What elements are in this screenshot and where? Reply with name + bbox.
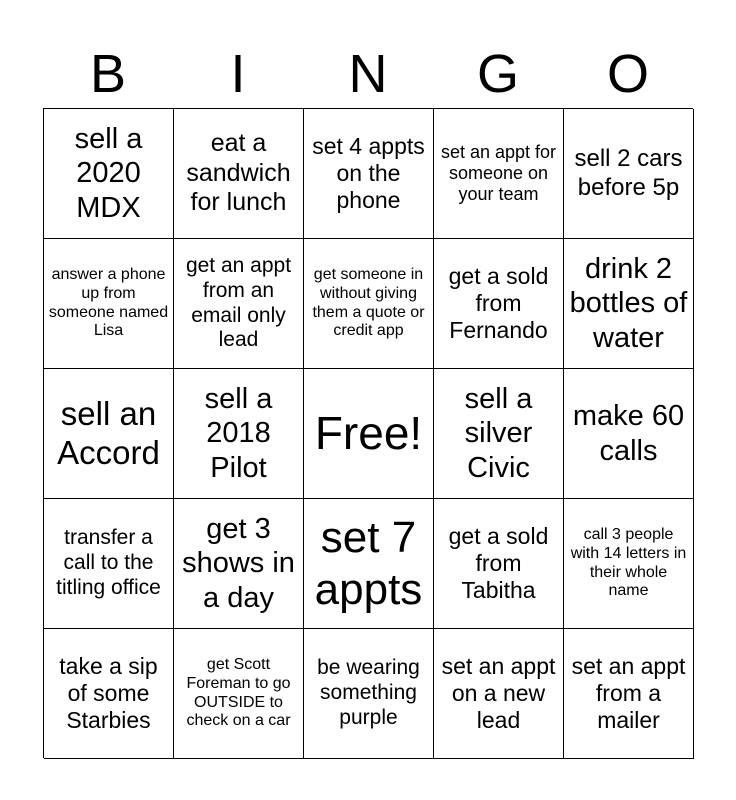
bingo-cell-r3-c2[interactable] — [174, 369, 304, 499]
bingo-cell-r5-c4[interactable] — [434, 629, 564, 759]
bingo-cell-text: sell an Accord — [57, 394, 160, 471]
bingo-cell-r4-c3[interactable] — [304, 499, 434, 629]
bingo-cell-text: set an appt on a new lead — [441, 652, 556, 734]
bingo-card-grid — [43, 108, 693, 758]
bingo-cell-r4-c2[interactable] — [174, 499, 304, 629]
bingo-cell-r5-c1[interactable] — [44, 629, 174, 759]
bingo-cell-text: get 3 shows in a day — [182, 513, 295, 614]
bingo-cell-text: eat a sandwich for lunch — [186, 129, 291, 217]
bingo-cell-text: be wearing something purple — [317, 656, 420, 729]
bingo-cell-text: sell a silver Civic — [464, 383, 533, 484]
bingo-cell-r3-c1[interactable] — [44, 369, 174, 499]
bingo-cell-text: call 3 people with 14 letters in their whole name — [570, 525, 687, 600]
bingo-cell-r4-c5[interactable] — [564, 499, 694, 629]
bingo-cell-r5-c2[interactable] — [174, 629, 304, 759]
bingo-cell-r1-c2[interactable] — [174, 109, 304, 239]
bingo-cell-r1-c4[interactable] — [434, 109, 564, 239]
bingo-cell-r4-c1[interactable] — [44, 499, 174, 629]
bingo-cell-text: get a sold from Tabitha — [448, 522, 549, 604]
bingo-cell-text: get Scott Foreman to go OUTSIDE to check on a car — [186, 655, 291, 730]
bingo-cell-r2-c5[interactable] — [564, 239, 694, 369]
bingo-cell-text: set 4 appts on the phone — [312, 132, 425, 214]
bingo-cell-r2-c2[interactable] — [174, 239, 304, 369]
bingo-cell-r4-c4[interactable] — [434, 499, 564, 629]
header-letter-g: G — [476, 44, 519, 104]
bingo-cell-text: set 7 appts — [314, 512, 423, 614]
bingo-cell-text: get someone in without giving them a quote or credit app — [312, 265, 425, 340]
bingo-cell-text: drink 2 bottles of water — [569, 253, 688, 354]
bingo-cell-r1-c1[interactable] — [44, 109, 174, 239]
bingo-cell-text: get an appt from an email only lead — [185, 253, 292, 352]
bingo-cell-r5-c3[interactable] — [304, 629, 434, 759]
bingo-cell-text: set an appt from a mailer — [571, 652, 686, 734]
header-letter-i: I — [230, 44, 246, 104]
bingo-cell-r3-c3[interactable] — [304, 369, 434, 499]
header-letter-o: O — [606, 44, 649, 104]
bingo-cell-r3-c4[interactable] — [434, 369, 564, 499]
bingo-cell-text: sell a 2018 Pilot — [204, 383, 273, 484]
bingo-cell-r5-c5[interactable] — [564, 629, 694, 759]
bingo-cell-text: Free! — [314, 407, 423, 460]
bingo-header — [43, 40, 693, 108]
bingo-cell-text: make 60 calls — [572, 400, 685, 467]
bingo-cell-text: transfer a call to the titling office — [56, 526, 161, 599]
bingo-cell-text: sell 2 cars before 5p — [574, 145, 683, 201]
bingo-cell-text: get a sold from Fernando — [448, 262, 549, 344]
bingo-cell-text: sell a 2020 MDX — [74, 123, 143, 224]
bingo-cell-text: take a sip of some Starbies — [59, 652, 158, 734]
bingo-cell-r1-c5[interactable] — [564, 109, 694, 239]
bingo-cell-r2-c4[interactable] — [434, 239, 564, 369]
header-letter-n: N — [348, 44, 388, 104]
header-letter-b: B — [89, 44, 127, 104]
bingo-cell-text: set an appt for someone on your team — [440, 141, 557, 205]
bingo-cell-r3-c5[interactable] — [564, 369, 694, 499]
bingo-cell-r2-c3[interactable] — [304, 239, 434, 369]
bingo-cell-r1-c3[interactable] — [304, 109, 434, 239]
bingo-cell-r2-c1[interactable] — [44, 239, 174, 369]
bingo-cell-text: answer a phone up from someone named Lisa — [48, 265, 169, 340]
